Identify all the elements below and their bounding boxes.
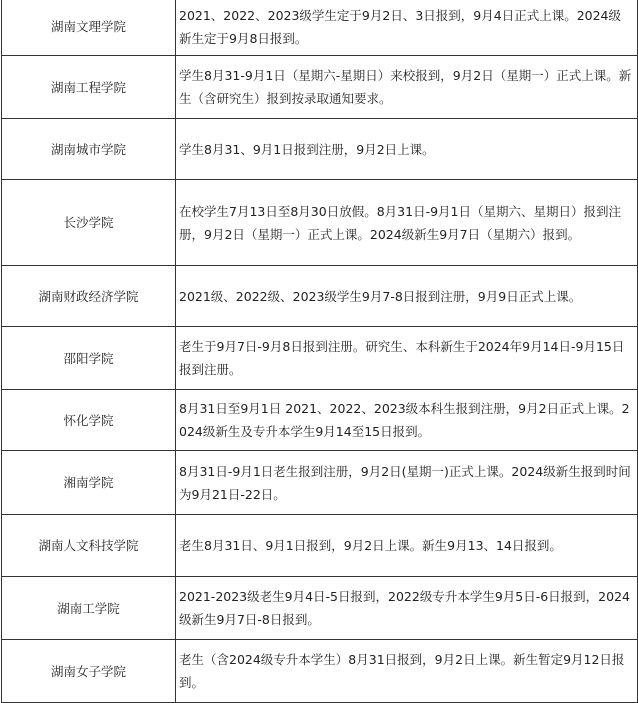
table-row (2, 0, 638, 56)
table-row (2, 577, 638, 640)
school-name-cell: 邵阳学院 (2, 327, 176, 390)
school-name-cell: 湖南女子学院 (2, 640, 176, 703)
table-row (2, 119, 638, 180)
table-row (2, 451, 638, 515)
table-row (2, 327, 638, 390)
school-name-cell: 湘南学院 (2, 451, 176, 515)
school-name-cell: 湖南财政经济学院 (2, 266, 176, 327)
schedule-info-cell: 在校学生7月13日至8月30日放假。8月31日-9月1日（星期六、星期日）报到注册，9月2日（星期一）正式上课。2024级新生9月7日（星期六）报到。 (176, 180, 638, 266)
schedule-info-cell: 8月31日-9月1日老生报到注册，9月2日(星期一)正式上课。2024级新生报到时间为9月21日-22日。 (176, 451, 638, 515)
schedule-info-cell: 老生于9月7日-9月8日报到注册。研究生、本科新生于2024年9月14日-9月15日报到注册。 (176, 327, 638, 390)
school-schedule-table (1, 0, 638, 703)
table-row (2, 390, 638, 451)
schedule-info-cell: 2021-2023级老生9月4日-5日报到，2022级专升本学生9月5日-6日报到，2024级新生9月7日-8日报到。 (176, 577, 638, 640)
table-row (2, 180, 638, 266)
schedule-info-cell: 老生8月31日、9月1日报到，9月2日上课。新生9月13、14日报到。 (176, 515, 638, 577)
table-row (2, 266, 638, 327)
schedule-info-cell: 老生（含2024级专升本学生）8月31日报到，9月2日上课。新生暂定9月12日报到。 (176, 640, 638, 703)
table-row (2, 56, 638, 119)
schedule-info-cell: 8月31日至9月1日 2021、2022、2023级本科生报到注册，9月2日正式上课。2024级新生及专升本学生9月14至15日报到。 (176, 390, 638, 451)
school-name-cell: 湖南城市学院 (2, 119, 176, 180)
table-row (2, 515, 638, 577)
school-name-cell: 长沙学院 (2, 180, 176, 266)
schedule-info-cell: 2021级、2022级、2023级学生9月7-8日报到注册，9月9日正式上课。 (176, 266, 638, 327)
school-name-cell: 湖南文理学院 (2, 0, 176, 56)
schedule-info-cell: 学生8月31、9月1日报到注册，9月2日上课。 (176, 119, 638, 180)
schedule-info-cell: 学生8月31-9月1日（星期六-星期日）来校报到，9月2日（星期一）正式上课。新生（含研究生）报到按录取通知要求。 (176, 56, 638, 119)
school-name-cell: 湖南工程学院 (2, 56, 176, 119)
school-name-cell: 湖南工学院 (2, 577, 176, 640)
table-row (2, 640, 638, 703)
schedule-info-cell: 2021、2022、2023级学生定于9月2日、3日报到，9月4日正式上课。2024级新生定于9月8日报到。 (176, 0, 638, 56)
school-name-cell: 湖南人文科技学院 (2, 515, 176, 577)
school-name-cell: 怀化学院 (2, 390, 176, 451)
